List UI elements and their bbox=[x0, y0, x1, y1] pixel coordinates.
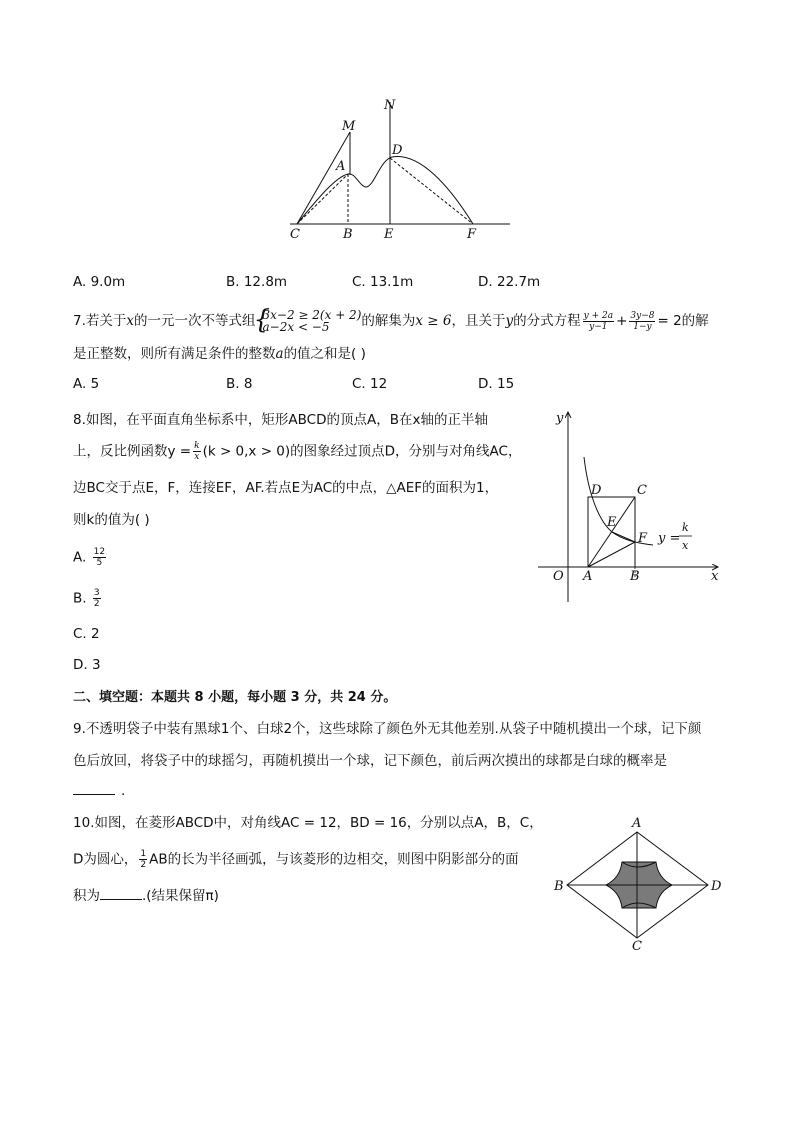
q7-frac2-num: 3y−8 bbox=[630, 310, 655, 321]
q8-stem-line2 bbox=[73, 441, 521, 462]
curve-label-k: k bbox=[682, 521, 689, 534]
q10-fraction bbox=[139, 849, 147, 870]
q7-equals: = 2 bbox=[657, 313, 682, 329]
q7-fraction-2 bbox=[629, 311, 655, 332]
label-E: E bbox=[384, 227, 394, 242]
q7-frac1-num: y + 2a bbox=[583, 310, 614, 321]
q7-lead: 7.若关于 bbox=[73, 313, 127, 329]
label-E: E bbox=[607, 515, 617, 530]
label-F: F bbox=[638, 531, 648, 546]
q6-figure bbox=[280, 92, 520, 242]
q8-option-c[interactable]: C. 2 bbox=[73, 626, 100, 642]
q7-var-a: a bbox=[275, 346, 284, 362]
q8-stem-line1: 8.如图，在平面直角坐标系中，矩形ABCD的顶点A，B在x轴的正半轴 bbox=[73, 412, 488, 428]
q8-opt-b-prefix: B. bbox=[73, 590, 87, 607]
label-C: C bbox=[632, 939, 642, 952]
q7-tail: 的解 bbox=[681, 313, 709, 329]
curve-label-y: y = bbox=[658, 531, 681, 546]
q8-line2a: 上，反比例函数y = bbox=[73, 443, 192, 460]
q8-opt-b-num: 3 bbox=[93, 588, 100, 598]
q8-figure bbox=[528, 402, 728, 608]
q8-fraction bbox=[193, 441, 200, 462]
label-A: A bbox=[336, 159, 346, 174]
q7-condition: x ≥ 6 bbox=[415, 313, 452, 329]
q7-mid1: 的一元一次不等式组 bbox=[134, 313, 256, 329]
q6-option-c[interactable]: C. 13.1m bbox=[352, 274, 414, 290]
q9-stem-line2: 色后放回，将袋子中的球摇匀，再随机摸出一个球，记下颜色，前后两次摸出的球都是白球的概率是 bbox=[73, 753, 667, 769]
q7-inequality-system bbox=[256, 309, 362, 333]
section-title-fill-in: 二、填空题：本题共 8 小题，每小题 3 分，共 24 分。 bbox=[73, 690, 397, 705]
q8-line2b: (k > 0,x > 0)的图象经过顶点D，分别与对角线AC， bbox=[202, 443, 522, 460]
label-A: A bbox=[632, 816, 642, 831]
q7-option-d[interactable]: D. 15 bbox=[478, 376, 515, 392]
q7-plus: + bbox=[616, 313, 628, 329]
q8-stem-line3: 边BC交于点E，F，连接EF，AF.若点E为AC的中点，△AEF的面积为1， bbox=[73, 480, 499, 496]
q8-stem-line4: 则k的值为( ) bbox=[73, 512, 150, 528]
q7-stem-line1 bbox=[73, 309, 709, 333]
q8-opt-a-den: 5 bbox=[96, 558, 103, 568]
q7-mid3: ，且关于 bbox=[451, 313, 506, 329]
q10-frac-num: 1 bbox=[140, 849, 147, 859]
q7-mid2: 的解集为 bbox=[361, 313, 416, 329]
q7-frac2-den: 1−y bbox=[633, 321, 652, 332]
label-x-axis: x bbox=[711, 569, 719, 584]
q7-option-a[interactable]: A. 5 bbox=[73, 376, 100, 392]
label-C: C bbox=[290, 227, 300, 242]
q8-opt-b-den: 2 bbox=[93, 599, 100, 609]
q10-line3a: 积为 bbox=[73, 888, 100, 904]
q7-option-b[interactable]: B. 8 bbox=[226, 376, 253, 392]
curve-label-x: x bbox=[682, 539, 689, 552]
label-D: D bbox=[591, 483, 602, 498]
q7-line2a: 是正整数，则所有满足条件的整数 bbox=[73, 346, 276, 362]
q6-option-a[interactable]: A. 9.0m bbox=[73, 274, 126, 290]
q9-stem-line1: 9.不透明袋子中装有黑球1个、白球2个，这些球除了颜色外无其他差别.从袋子中随机摸出一个球，记下颜 bbox=[73, 721, 702, 737]
q9-line3-tail: . bbox=[121, 783, 126, 799]
q8-option-d[interactable]: D. 3 bbox=[73, 657, 101, 673]
q8-option-a[interactable] bbox=[73, 547, 108, 568]
q8-opt-a-num: 12 bbox=[93, 547, 106, 557]
q7-var-y: y bbox=[505, 313, 514, 329]
q7-var-x: x bbox=[126, 313, 135, 329]
q7-frac1-den: y−1 bbox=[589, 321, 608, 332]
q7-line2b: 的值之和是( ) bbox=[283, 346, 366, 362]
label-N: N bbox=[384, 98, 396, 113]
q8-option-b[interactable] bbox=[73, 588, 103, 609]
label-y-axis: y bbox=[556, 411, 564, 426]
q10-stem-line2 bbox=[73, 849, 519, 870]
q7-stem-line2 bbox=[73, 344, 366, 364]
label-M: M bbox=[342, 119, 356, 134]
label-A: A bbox=[583, 569, 593, 584]
q8-opt-a-fraction bbox=[93, 547, 106, 568]
q10-line2b: AB的长为半径画弧，与该菱形的边相交，则图中阴影部分的面 bbox=[149, 851, 519, 868]
label-B: B bbox=[554, 879, 564, 894]
q10-stem-line3 bbox=[73, 885, 219, 906]
q10-figure bbox=[550, 812, 730, 952]
q10-stem-line1: 10.如图，在菱形ABCD中，对角线AC = 12，BD = 16，分别以点A，B，C， bbox=[73, 815, 543, 831]
label-B: B bbox=[343, 227, 353, 242]
q7-fraction-1 bbox=[583, 311, 614, 332]
q8-frac-den: x bbox=[194, 452, 200, 462]
q7-option-c[interactable]: C. 12 bbox=[352, 376, 388, 392]
label-F: F bbox=[467, 227, 477, 242]
q6-option-b[interactable]: B. 12.8m bbox=[226, 274, 288, 290]
q7-sys-line2: a−2x < −5 bbox=[262, 320, 330, 334]
q8-frac-num: k bbox=[194, 441, 200, 451]
q6-option-d[interactable]: D. 22.7m bbox=[478, 274, 541, 290]
label-D: D bbox=[711, 879, 722, 894]
q7-sys-line1: { 3x−2 ≥ 2(x + 2) bbox=[262, 308, 362, 322]
q10-line2a: D为圆心， bbox=[73, 851, 138, 868]
q8-opt-b-fraction bbox=[93, 588, 101, 609]
label-D: D bbox=[392, 143, 403, 158]
label-C: C bbox=[637, 483, 647, 498]
q10-line3b: .(结果保留π) bbox=[142, 888, 219, 904]
q10-frac-den: 2 bbox=[140, 860, 147, 870]
q9-stem-line3 bbox=[73, 780, 125, 801]
q8-opt-a-prefix: A. bbox=[73, 549, 87, 566]
q10-answer-blank[interactable] bbox=[100, 885, 142, 900]
q7-mid4: 的分式方程 bbox=[513, 313, 581, 329]
label-B: B bbox=[630, 569, 640, 584]
label-origin: O bbox=[553, 569, 564, 584]
q9-answer-blank[interactable] bbox=[73, 780, 115, 795]
